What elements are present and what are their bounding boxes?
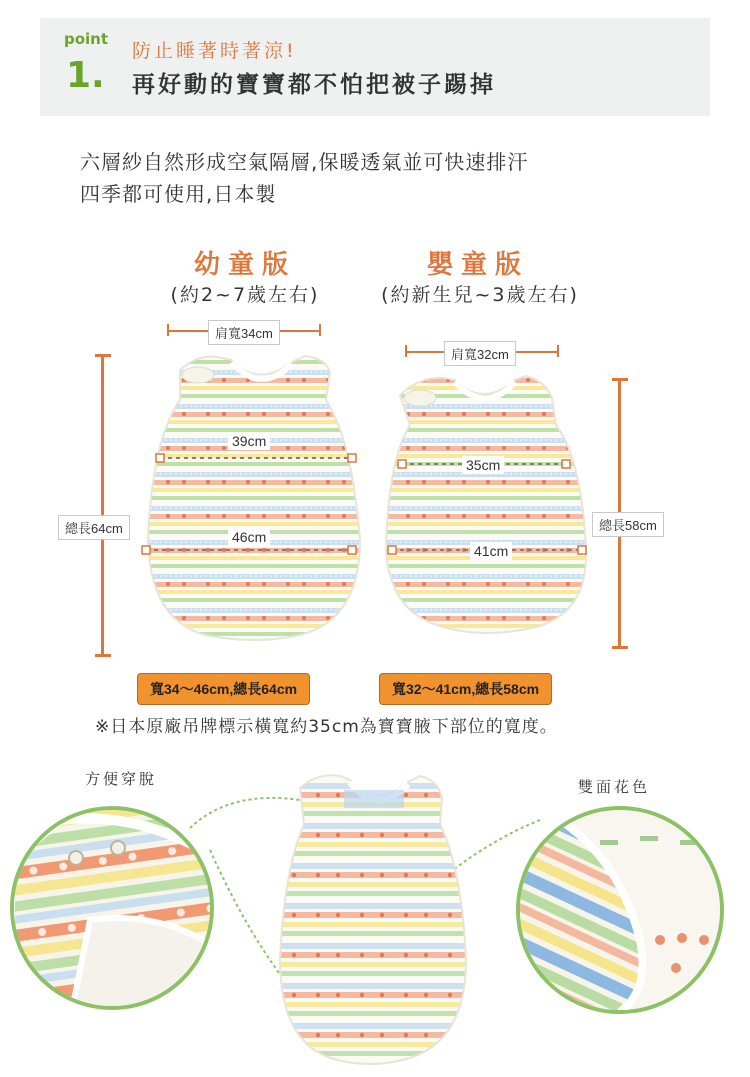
baby-chest-label: 35cm — [462, 456, 504, 474]
kids-garment-image — [148, 356, 360, 640]
easy-wear-photo — [10, 806, 220, 1020]
kids-shoulder-tick-left — [167, 324, 169, 336]
kids-hem-label: 46cm — [228, 528, 270, 546]
header-title: 再好動的寶寶都不怕把被子踢掉 — [132, 72, 496, 98]
double-color-photo — [518, 808, 724, 1014]
description-line-1: 六層紗自然形成空氣隔層,保暖透氣並可快速排汗 — [80, 150, 529, 174]
baby-hem-label: 41cm — [470, 542, 512, 560]
center-garment-photo — [280, 775, 466, 1064]
kids-shoulder-tick-right — [319, 324, 321, 336]
baby-version-title: 嬰童版 — [426, 250, 529, 280]
kids-length-label: 總長64cm — [58, 515, 130, 540]
baby-shoulder-tick-right — [557, 345, 559, 357]
baby-length-label: 總長58cm — [592, 512, 664, 537]
garment-illustrations — [0, 300, 750, 680]
point-number: 1. — [66, 55, 105, 96]
description-line-2: 四季都可使用,日本製 — [80, 182, 277, 206]
kids-shoulder-label: 肩寬34cm — [208, 320, 280, 345]
header-subtitle: 防止睡著時著涼! — [132, 40, 297, 62]
baby-garment-image — [386, 376, 586, 633]
feature-photos — [0, 740, 750, 1077]
point-word: point — [64, 30, 109, 48]
size-note: ※日本原廠吊牌標示橫寬約35cm為寶寶腋下部位的寬度。 — [95, 717, 558, 737]
baby-shoulder-tick-left — [405, 345, 407, 357]
baby-summary-badge: 寬32～41cm,總長58cm — [379, 673, 552, 705]
kids-summary-badge: 寬34～46cm,總長64cm — [137, 673, 310, 705]
baby-length-cap-bottom — [612, 646, 628, 649]
kids-version-age: (約2~7歲左右) — [170, 284, 320, 306]
kids-chest-label: 39cm — [228, 432, 270, 450]
baby-version-age: (約新生兒~3歲左右) — [381, 284, 579, 306]
feature-double-color-label: 雙面花色 — [578, 778, 651, 796]
kids-version-title: 幼童版 — [193, 250, 296, 280]
baby-shoulder-label: 肩寬32cm — [444, 341, 516, 366]
kids-length-ruler — [101, 354, 104, 656]
kids-length-cap-bottom — [95, 654, 111, 657]
feature-easy-wear-label: 方便穿脫 — [85, 770, 158, 788]
